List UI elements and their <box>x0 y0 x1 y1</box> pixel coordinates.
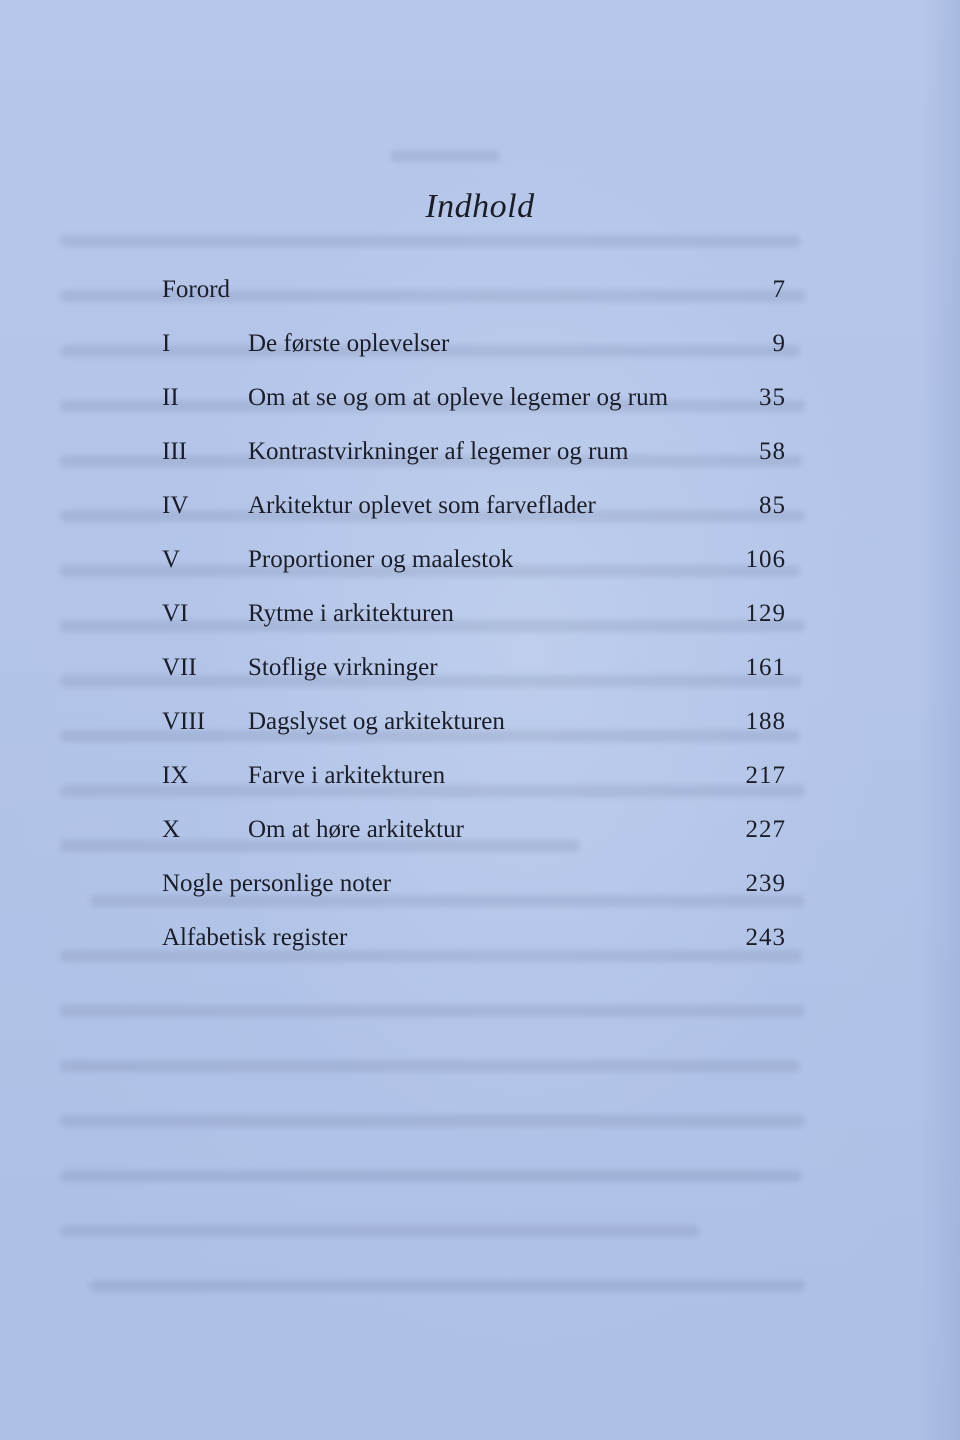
toc-page-number: 161 <box>745 654 786 681</box>
toc-entry-chapter-10 <box>162 810 786 864</box>
toc-label: Alfabetisk register <box>162 924 348 951</box>
toc-entry-chapter-9 <box>162 756 786 810</box>
toc-label: Om at høre arkitektur <box>248 816 464 843</box>
toc-label: Nogle personlige noter <box>162 870 392 897</box>
toc-label: Om at se og om at opleve legemer og rum <box>248 384 669 411</box>
toc-chapter-number: X <box>162 816 181 843</box>
toc-chapter-number: VII <box>162 654 197 681</box>
toc-entry-chapter-6 <box>162 594 786 648</box>
toc-entry-chapter-5 <box>162 540 786 594</box>
toc-page-number: 243 <box>745 924 786 951</box>
toc-label: Dagslyset og arkitekturen <box>248 708 505 735</box>
toc-entry-chapter-7 <box>162 648 786 702</box>
toc-chapter-number: V <box>162 546 181 573</box>
toc-entry-chapter-3 <box>162 432 786 486</box>
toc-page-number: 188 <box>745 708 786 735</box>
toc-chapter-number: II <box>162 384 179 411</box>
toc-chapter-number: VIII <box>162 708 206 735</box>
toc-page-number: 129 <box>745 600 786 627</box>
toc-chapter-number: I <box>162 330 171 357</box>
toc-entry-chapter-2 <box>162 378 786 432</box>
toc-label: Rytme i arkitekturen <box>248 600 454 627</box>
table-of-contents <box>162 270 786 972</box>
toc-entry-forord <box>162 270 786 324</box>
toc-label: Kontrastvirkninger af legemer og rum <box>248 438 629 465</box>
toc-label: De første oplevelser <box>248 330 450 357</box>
toc-label: Proportioner og maalestok <box>248 546 514 573</box>
toc-label: Stoflige virkninger <box>248 654 438 681</box>
toc-chapter-number: IX <box>162 762 189 789</box>
toc-entry-chapter-8 <box>162 702 786 756</box>
toc-page-number: 106 <box>745 546 786 573</box>
toc-chapter-number: VI <box>162 600 189 627</box>
toc-page-number: 9 <box>772 330 786 357</box>
toc-label: Arkitektur oplevet som farveflader <box>248 492 596 519</box>
toc-entry-index <box>162 918 786 972</box>
page-title: Indhold <box>425 188 535 225</box>
toc-page-number: 239 <box>745 870 786 897</box>
toc-page-number: 85 <box>759 492 786 519</box>
toc-label: Forord <box>162 276 231 303</box>
toc-label: Farve i arkitekturen <box>248 762 446 789</box>
toc-chapter-number: III <box>162 438 187 465</box>
toc-page-number: 58 <box>759 438 786 465</box>
toc-entry-personal-notes <box>162 864 786 918</box>
toc-entry-chapter-4 <box>162 486 786 540</box>
toc-page-number: 7 <box>772 276 786 303</box>
toc-page-number: 35 <box>759 384 786 411</box>
toc-entry-chapter-1 <box>162 324 786 378</box>
toc-page-number: 217 <box>745 762 786 789</box>
toc-page-number: 227 <box>745 816 786 843</box>
toc-chapter-number: IV <box>162 492 189 519</box>
